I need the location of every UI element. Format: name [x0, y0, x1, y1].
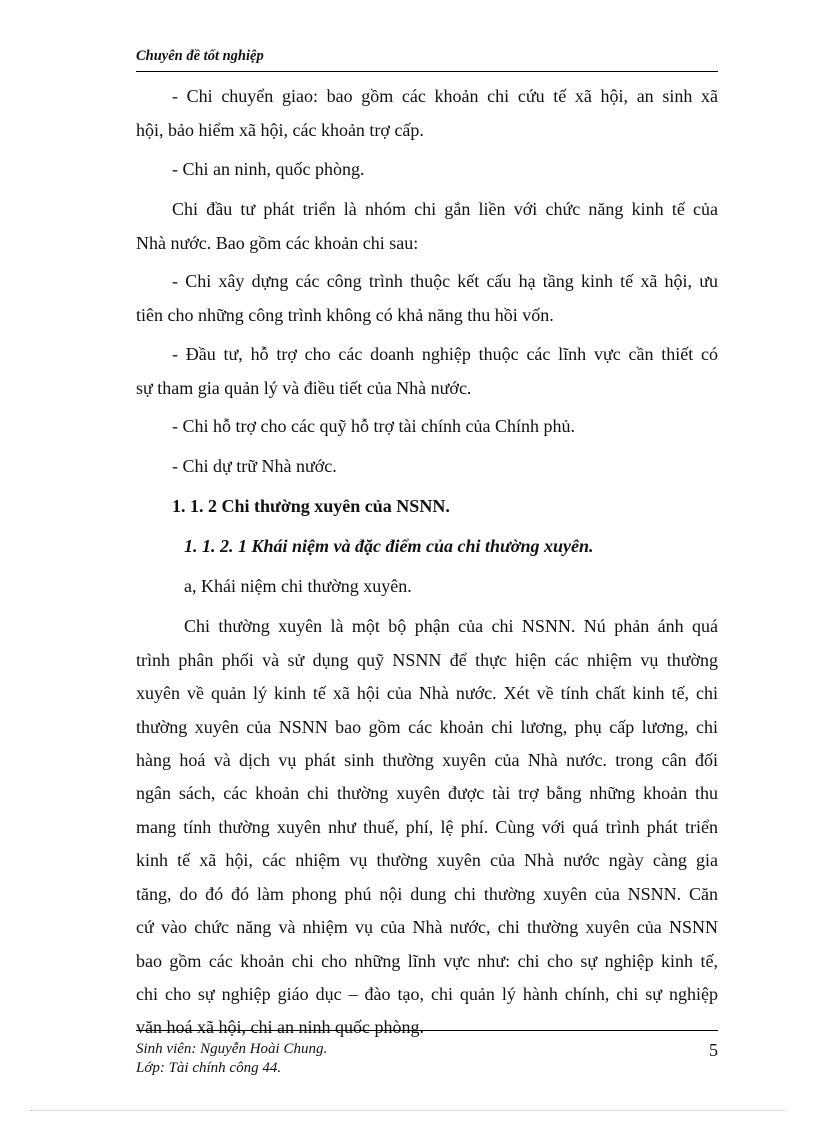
text-line: - Chi xây dựng các công trình thuộc kết cấu hạ tầng kinh tế xã hội, ưu: [172, 271, 718, 291]
text-line: Nhà nước. Bao gồm các khoản chi sau:: [136, 233, 419, 253]
text-line: cứ vào chức năng và nhiệm vụ của Nhà nước, chi thường xuyên của NSNN: [136, 917, 718, 937]
footer-info: [136, 1040, 327, 1078]
footer-divider: [136, 1030, 718, 1031]
text-line: - Chi an ninh, quốc phòng.: [172, 159, 365, 179]
text-line: - Chi hỗ trợ cho các quỹ hỗ trợ tài chính của Chính phủ.: [172, 416, 575, 436]
page-bottom-edge: [30, 1110, 786, 1111]
text-line: tăng, do đó đó làm phong phú nội dung chi thường xuyên của NSNN. Căn: [136, 884, 718, 904]
header-divider: [136, 71, 718, 72]
text-line: hội, bảo hiểm xã hội, các khoản trợ cấp.: [136, 120, 424, 140]
text-line: Chi đầu tư phát triển là nhóm chi gắn liền với chức năng kinh tế của: [172, 199, 718, 219]
text-line: trình phân phối và sử dụng quỹ NSNN để thực hiện các nhiệm vụ thường: [136, 650, 718, 670]
text-line: hàng hoá và dịch vụ phát sinh thường xuyên của Nhà nước. trong cân đối: [136, 750, 718, 770]
text-line: ngân sách, các khoản chi thường xuyên được tài trợ bằng những khoản thu: [136, 783, 718, 803]
page-number: 5: [709, 1040, 718, 1060]
footer-class: Lớp: Tài chính công 44.: [136, 1060, 282, 1076]
text-line: chi cho sự nghiệp giáo dục – đào tạo, chi quản lý hành chính, chi sự nghiệp: [136, 984, 718, 1004]
text-line: thường xuyên của NSNN bao gồm các khoản chi lương, phụ cấp lương, chi: [136, 717, 718, 737]
text-line: a, Khái niệm chi thường xuyên.: [184, 576, 412, 596]
text-line: Chi thường xuyên là một bộ phận của chi NSNN. Nú phản ánh quá: [184, 616, 718, 636]
text-line: - Đầu tư, hỗ trợ cho các doanh nghiệp thuộc các lĩnh vực cần thiết có: [172, 344, 718, 364]
text-line: bao gồm các khoản chi cho những lĩnh vực như: chi cho sự nghiệp kinh tế,: [136, 951, 718, 971]
text-line: mang tính thường xuyên như thuế, phí, lệ phí. Cùng với quá trình phát triển: [136, 817, 718, 837]
footer-student: Sinh viên: Nguyễn Hoài Chung.: [136, 1041, 328, 1057]
text-line: tiên cho những công trình không có khả năng thu hồi vốn.: [136, 305, 554, 325]
text-line: - Chi dự trữ Nhà nước.: [172, 456, 337, 476]
subsection-heading: 1. 1. 2. 1 Khái niệm và đặc điểm của chi thường xuyên.: [184, 536, 594, 556]
section-heading: 1. 1. 2 Chi thường xuyên của NSNN.: [172, 496, 450, 516]
text-line: văn hoá xã hội, chi an ninh quốc phòng.: [136, 1017, 424, 1037]
text-line: xuyên về quản lý kinh tế xã hội của Nhà nước. Xét về tính chất kinh tế, chi: [136, 683, 718, 703]
text-line: - Chi chuyển giao: bao gồm các khoản chi cứu tế xã hội, an sinh xã: [172, 86, 718, 106]
page-header-title: Chuyên đề tốt nghiệp: [136, 48, 264, 64]
text-line: sự tham gia quản lý và điều tiết của Nhà nước.: [136, 378, 472, 398]
text-line: kinh tế xã hội, các nhiệm vụ thường xuyên của Nhà nước ngày càng gia: [136, 850, 718, 870]
